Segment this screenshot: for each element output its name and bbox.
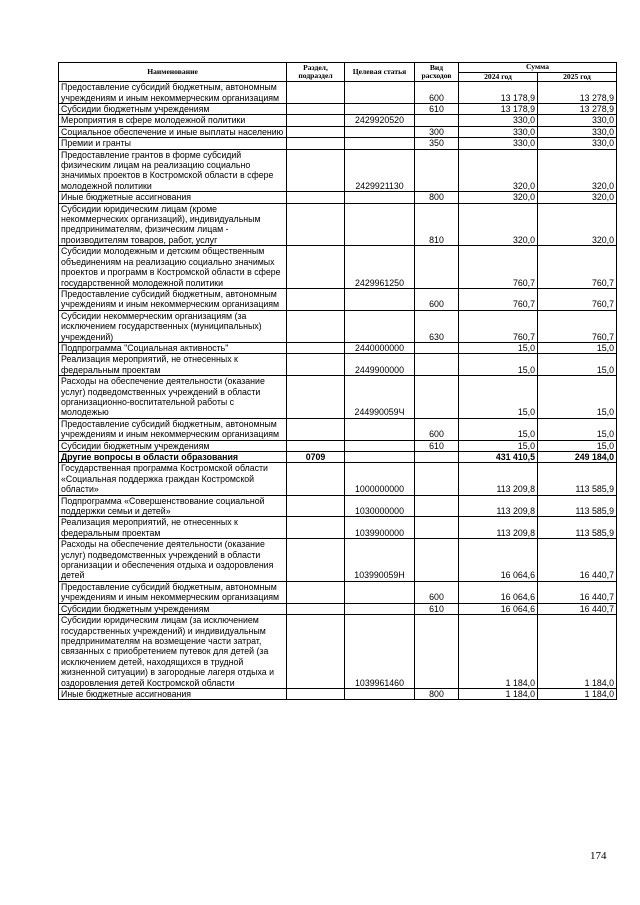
cell-article <box>345 192 415 203</box>
cell-sum-2025: 16 440,7 <box>538 539 617 582</box>
cell-article: 103990059Н <box>345 539 415 582</box>
table-row <box>59 440 617 451</box>
cell-sum-2024: 320,0 <box>459 192 538 203</box>
cell-sum-2025: 15,0 <box>538 376 617 419</box>
cell-article <box>345 581 415 603</box>
cell-section: 0709 <box>287 452 345 463</box>
cell-expense-type: 800 <box>415 688 459 699</box>
cell-sum-2024: 113 209,8 <box>459 463 538 495</box>
table-row <box>59 603 617 614</box>
cell-sum-2024: 16 064,6 <box>459 581 538 603</box>
cell-sum-2025: 320,0 <box>538 149 617 192</box>
cell-article: 2449900000 <box>345 354 415 376</box>
cell-expense-type <box>415 463 459 495</box>
cell-sum-2025: 13 278,9 <box>538 82 617 104</box>
cell-section <box>287 203 345 246</box>
cell-article: 1030000000 <box>345 495 415 517</box>
budget-table <box>58 62 617 700</box>
cell-sum-2024: 330,0 <box>459 138 538 149</box>
page-number: 174 <box>590 850 607 862</box>
cell-name: Субсидии юридическим лицам (кроме некоммерческих организаций), индивидуальным предпринимателям, физическим лицам - производителям товаров, работ, услуг <box>59 203 287 246</box>
cell-expense-type: 610 <box>415 603 459 614</box>
cell-name: Мероприятия в сфере молодежной политики <box>59 115 287 126</box>
cell-expense-type <box>415 246 459 289</box>
cell-expense-type: 630 <box>415 310 459 342</box>
cell-name: Подпрограмма «Совершенствование социальной поддержки семьи и детей» <box>59 495 287 517</box>
cell-name: Предоставление субсидий бюджетным, автономным учреждениям и иным некоммерческим организациям <box>59 581 287 603</box>
table-row <box>59 376 617 419</box>
cell-sum-2025: 760,7 <box>538 288 617 310</box>
cell-expense-type <box>415 615 459 689</box>
cell-article <box>345 418 415 440</box>
cell-sum-2024: 13 178,9 <box>459 82 538 104</box>
cell-sum-2025: 15,0 <box>538 440 617 451</box>
cell-expense-type <box>415 452 459 463</box>
cell-sum-2025: 330,0 <box>538 115 617 126</box>
cell-section <box>287 440 345 451</box>
cell-sum-2025: 1 184,0 <box>538 615 617 689</box>
cell-expense-type: 610 <box>415 440 459 451</box>
cell-article <box>345 126 415 137</box>
cell-expense-type <box>415 495 459 517</box>
table-row <box>59 581 617 603</box>
cell-sum-2024: 15,0 <box>459 354 538 376</box>
cell-sum-2025: 330,0 <box>538 138 617 149</box>
cell-sum-2025: 113 585,9 <box>538 463 617 495</box>
cell-name: Премии и гранты <box>59 138 287 149</box>
cell-section <box>287 342 345 353</box>
cell-article <box>345 452 415 463</box>
cell-article: 244990059Ч <box>345 376 415 419</box>
cell-name: Субсидии молодежным и детским общественным объединениям на реализацию социально значимых проектов и программ в Костромской области в сфере государственной молодежной политики <box>59 246 287 289</box>
cell-section <box>287 149 345 192</box>
table-row <box>59 688 617 699</box>
table-row <box>59 354 617 376</box>
cell-name: Субсидии юридическим лицам (за исключением государственных учреждений) и индивидуальным предпринимателям на возмещение части затрат, связанных с приобретением путевок для детей (за исключением детей, находящихся в трудной жизненной ситуации) в загородные лагеря отдыха и оздоровления детей Костромской области <box>59 615 287 689</box>
cell-name: Субсидии бюджетным учреждениям <box>59 440 287 451</box>
cell-article: 1039961460 <box>345 615 415 689</box>
cell-sum-2024: 15,0 <box>459 440 538 451</box>
table-body <box>59 82 617 700</box>
cell-expense-type <box>415 354 459 376</box>
cell-article: 2429920520 <box>345 115 415 126</box>
cell-section <box>287 246 345 289</box>
cell-article: 2429921130 <box>345 149 415 192</box>
cell-name: Субсидии бюджетным учреждениям <box>59 603 287 614</box>
cell-expense-type <box>415 517 459 539</box>
table-header <box>59 63 617 82</box>
cell-section <box>287 104 345 115</box>
cell-sum-2025: 320,0 <box>538 203 617 246</box>
cell-section <box>287 581 345 603</box>
cell-expense-type: 800 <box>415 192 459 203</box>
cell-sum-2024: 15,0 <box>459 418 538 440</box>
cell-expense-type <box>415 342 459 353</box>
cell-article: 2429961250 <box>345 246 415 289</box>
cell-article <box>345 288 415 310</box>
cell-section <box>287 126 345 137</box>
cell-name: Социальное обеспечение и иные выплаты населению <box>59 126 287 137</box>
table-row <box>59 149 617 192</box>
cell-sum-2025: 1 184,0 <box>538 688 617 699</box>
cell-section <box>287 463 345 495</box>
table-row <box>59 310 617 342</box>
cell-sum-2025: 13 278,9 <box>538 104 617 115</box>
cell-section <box>287 418 345 440</box>
cell-section <box>287 115 345 126</box>
cell-section <box>287 82 345 104</box>
cell-expense-type: 600 <box>415 581 459 603</box>
cell-name: Предоставление грантов в форме субсидий физическим лицам на реализацию социально значимых проектов в Костромской области в сфере молодежной политики <box>59 149 287 192</box>
header-section: Раздел, подраздел <box>287 63 345 82</box>
cell-section <box>287 310 345 342</box>
cell-name: Реализация мероприятий, не отнесенных к федеральным проектам <box>59 354 287 376</box>
cell-expense-type: 600 <box>415 418 459 440</box>
cell-name: Другие вопросы в области образования <box>59 452 287 463</box>
cell-section <box>287 354 345 376</box>
cell-section <box>287 539 345 582</box>
cell-sum-2025: 15,0 <box>538 418 617 440</box>
table-row <box>59 452 617 463</box>
header-year-2024: 2024 год <box>459 72 538 82</box>
cell-sum-2025: 16 440,7 <box>538 603 617 614</box>
header-expense-type: Вид расходов <box>415 63 459 82</box>
cell-name: Подпрограмма "Социальная активность" <box>59 342 287 353</box>
cell-name: Предоставление субсидий бюджетным, автономным учреждениям и иным некоммерческим организациям <box>59 82 287 104</box>
cell-section <box>287 603 345 614</box>
table-row <box>59 115 617 126</box>
table-row <box>59 138 617 149</box>
cell-sum-2025: 760,7 <box>538 246 617 289</box>
cell-section <box>287 688 345 699</box>
cell-sum-2024: 760,7 <box>459 288 538 310</box>
cell-name: Субсидии бюджетным учреждениям <box>59 104 287 115</box>
cell-article: 1039900000 <box>345 517 415 539</box>
cell-sum-2025: 760,7 <box>538 310 617 342</box>
cell-name: Расходы на обеспечение деятельности (оказание услуг) подведомственных учреждений в области организации и обеспечения отдыха и оздоровления детей <box>59 539 287 582</box>
cell-name: Субсидии некоммерческим организациям (за исключением государственных (муниципальных) учреждений) <box>59 310 287 342</box>
cell-sum-2024: 15,0 <box>459 342 538 353</box>
cell-sum-2024: 1 184,0 <box>459 688 538 699</box>
cell-article <box>345 138 415 149</box>
cell-expense-type: 300 <box>415 126 459 137</box>
header-sum: Сумма <box>459 63 617 73</box>
cell-article: 1000000000 <box>345 463 415 495</box>
header-year-2025: 2025 год <box>538 72 617 82</box>
cell-name: Иные бюджетные ассигнования <box>59 192 287 203</box>
table-row <box>59 463 617 495</box>
cell-section <box>287 192 345 203</box>
cell-article <box>345 82 415 104</box>
cell-section <box>287 376 345 419</box>
table-row <box>59 192 617 203</box>
cell-sum-2024: 330,0 <box>459 115 538 126</box>
cell-sum-2024: 431 410,5 <box>459 452 538 463</box>
cell-sum-2024: 113 209,8 <box>459 495 538 517</box>
cell-sum-2025: 113 585,9 <box>538 495 617 517</box>
table-row <box>59 342 617 353</box>
cell-expense-type <box>415 149 459 192</box>
table-row <box>59 104 617 115</box>
cell-expense-type <box>415 376 459 419</box>
cell-sum-2024: 320,0 <box>459 149 538 192</box>
cell-sum-2025: 320,0 <box>538 192 617 203</box>
cell-sum-2025: 15,0 <box>538 354 617 376</box>
cell-name: Предоставление субсидий бюджетным, автономным учреждениям и иным некоммерческим организациям <box>59 418 287 440</box>
cell-sum-2024: 15,0 <box>459 376 538 419</box>
cell-sum-2024: 16 064,6 <box>459 603 538 614</box>
table-row <box>59 126 617 137</box>
cell-article <box>345 688 415 699</box>
cell-expense-type: 350 <box>415 138 459 149</box>
cell-article <box>345 203 415 246</box>
cell-expense-type <box>415 115 459 126</box>
table-row <box>59 82 617 104</box>
cell-sum-2025: 330,0 <box>538 126 617 137</box>
cell-article <box>345 104 415 115</box>
cell-section <box>287 517 345 539</box>
cell-expense-type: 810 <box>415 203 459 246</box>
cell-sum-2025: 113 585,9 <box>538 517 617 539</box>
table-row <box>59 203 617 246</box>
table-row <box>59 539 617 582</box>
cell-article: 2440000000 <box>345 342 415 353</box>
table-row <box>59 615 617 689</box>
table-row <box>59 495 617 517</box>
table-row <box>59 246 617 289</box>
cell-expense-type: 610 <box>415 104 459 115</box>
cell-name: Реализация мероприятий, не отнесенных к федеральным проектам <box>59 517 287 539</box>
cell-expense-type <box>415 539 459 582</box>
cell-sum-2024: 760,7 <box>459 310 538 342</box>
cell-section <box>287 138 345 149</box>
cell-name: Расходы на обеспечение деятельности (оказание услуг) подведомственных учреждений в области организационно-воспитательной работы с молодежью <box>59 376 287 419</box>
header-article: Целевая статья <box>345 63 415 82</box>
cell-sum-2024: 13 178,9 <box>459 104 538 115</box>
cell-sum-2024: 320,0 <box>459 203 538 246</box>
cell-sum-2024: 113 209,8 <box>459 517 538 539</box>
cell-expense-type: 600 <box>415 82 459 104</box>
cell-name: Иные бюджетные ассигнования <box>59 688 287 699</box>
cell-name: Государственная программа Костромской области «Социальная поддержка граждан Костромской области» <box>59 463 287 495</box>
cell-article <box>345 310 415 342</box>
table-row <box>59 288 617 310</box>
cell-section <box>287 495 345 517</box>
cell-expense-type: 600 <box>415 288 459 310</box>
cell-sum-2024: 16 064,6 <box>459 539 538 582</box>
cell-sum-2024: 330,0 <box>459 126 538 137</box>
table-row <box>59 517 617 539</box>
cell-sum-2024: 1 184,0 <box>459 615 538 689</box>
cell-section <box>287 288 345 310</box>
cell-sum-2024: 760,7 <box>459 246 538 289</box>
header-name: Наименование <box>59 63 287 82</box>
cell-section <box>287 615 345 689</box>
cell-sum-2025: 249 184,0 <box>538 452 617 463</box>
cell-article <box>345 440 415 451</box>
cell-sum-2025: 16 440,7 <box>538 581 617 603</box>
cell-name: Предоставление субсидий бюджетным, автономным учреждениям и иным некоммерческим организациям <box>59 288 287 310</box>
cell-article <box>345 603 415 614</box>
table-row <box>59 418 617 440</box>
cell-sum-2025: 15,0 <box>538 342 617 353</box>
